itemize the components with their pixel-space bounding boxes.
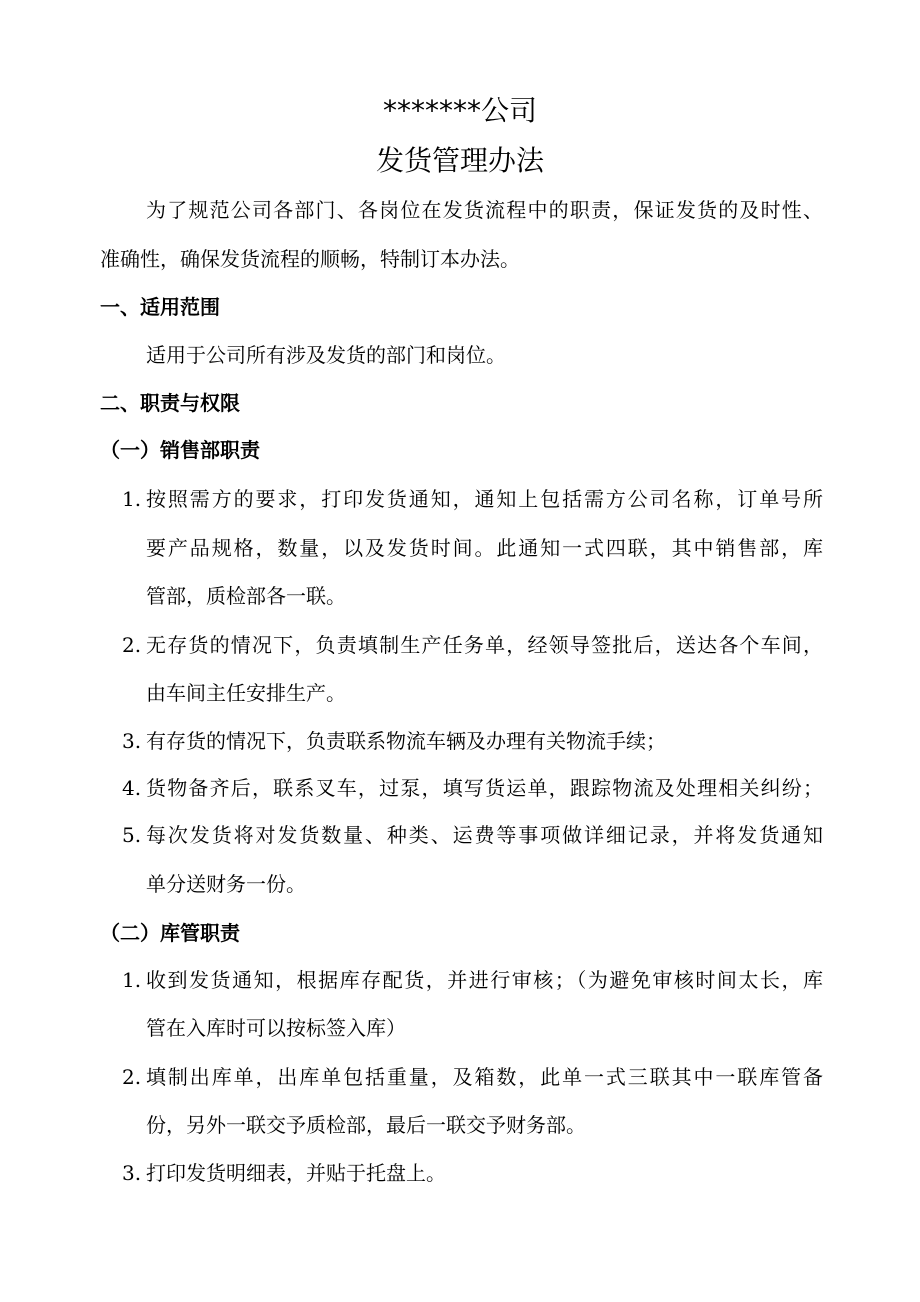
intro-line-2: 准确性，确保发货流程的顺畅，特制订本办法。 [100, 247, 520, 271]
list-item-number: 3. [122, 729, 142, 753]
list-item-number: 5. [122, 823, 142, 847]
list-item-line: 收到发货通知，根据库存配货，并进行审核；（为避免审核时间太长，库 [146, 968, 823, 992]
list-item-line: 货物备齐后，联系叉车，过泵，填写货运单，跟踪物流及处理相关纠纷； [146, 776, 823, 800]
subsection-1-heading: （一）销售部职责 [100, 438, 260, 462]
document-title: 发货管理办法 [375, 144, 544, 177]
list-item-number: 2. [122, 1065, 142, 1089]
subsection-2-heading: （二）库管职责 [100, 921, 240, 945]
list-item-line: 每次发货将对发货数量、种类、运费等事项做详细记录，并将发货通知 [146, 823, 823, 847]
list-item-number: 1. [122, 968, 142, 992]
list-item-number: 3. [122, 1161, 142, 1185]
list-item-line: 管在入库时可以按标签入库） [146, 1016, 406, 1040]
list-item-line: 要产品规格，数量，以及发货时间。此通知一式四联，其中销售部，库 [146, 536, 823, 560]
section-1-body: 适用于公司所有涉及发货的部门和岗位。 [146, 343, 506, 367]
list-item-line: 由车间主任安排生产。 [146, 681, 346, 705]
list-item-line: 单分送财务一份。 [146, 872, 306, 896]
list-item-number: 2. [122, 633, 142, 657]
list-item-number: 1. [122, 487, 142, 511]
section-1-heading: 一、适用范围 [100, 295, 220, 319]
list-item-line: 管部，质检部各一联。 [146, 584, 346, 608]
section-2-heading: 二、职责与权限 [100, 391, 240, 415]
list-item-line: 份，另外一联交予质检部，最后一联交予财务部。 [146, 1113, 586, 1137]
company-name: *******公司 [382, 94, 537, 127]
list-item-line: 有存货的情况下，负责联系物流车辆及办理有关物流手续； [146, 729, 666, 753]
list-item-line: 填制出库单，出库单包括重量，及箱数，此单一式三联其中一联库管备 [146, 1065, 823, 1089]
intro-line-1: 为了规范公司各部门、各岗位在发货流程中的职责，保证发货的及时性、 [146, 198, 823, 222]
list-item-number: 4. [122, 776, 142, 800]
list-item-line: 打印发货明细表，并贴于托盘上。 [146, 1161, 446, 1185]
list-item-line: 按照需方的要求，打印发货通知，通知上包括需方公司名称，订单号所 [146, 487, 823, 511]
list-item-line: 无存货的情况下，负责填制生产任务单，经领导签批后，送达各个车间， [146, 633, 823, 657]
